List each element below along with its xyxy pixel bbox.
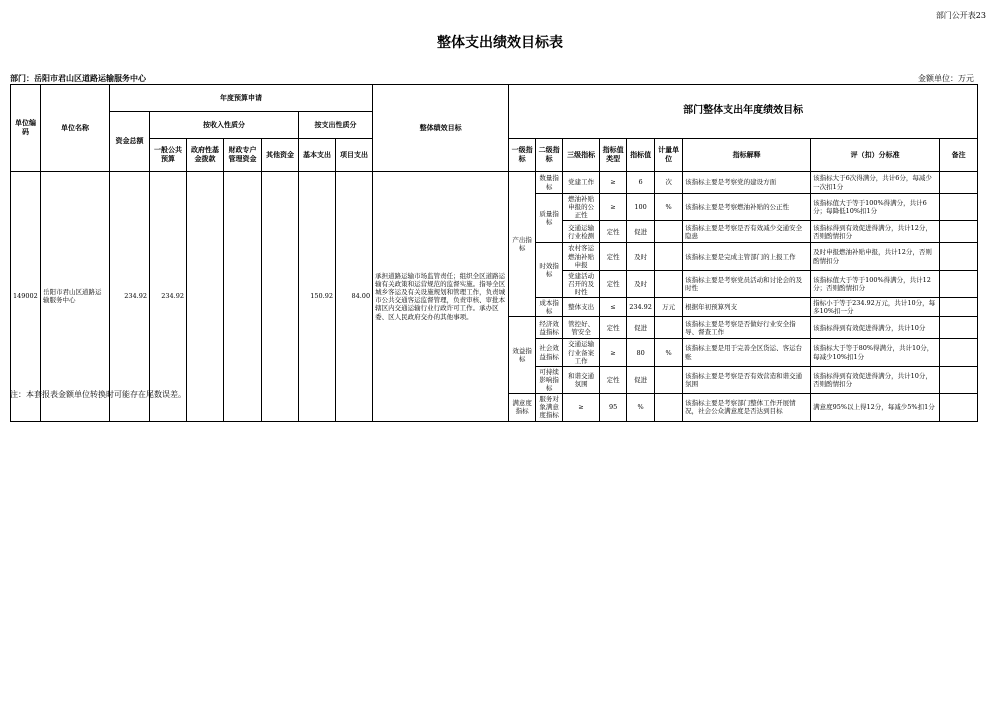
header-level3: 三级指标 — [563, 139, 600, 172]
measure-unit-cell — [655, 394, 683, 421]
value-cell: 6 — [627, 172, 655, 194]
measure-unit-cell — [655, 243, 683, 270]
table-row — [11, 172, 978, 194]
value-cell: 100 — [627, 194, 655, 221]
footnote: 注：本套报表金额单位转换时可能存在尾数误差。 — [10, 390, 186, 399]
remarks-cell — [940, 339, 978, 366]
header-by-expenditure: 按支出性质分 — [299, 112, 373, 139]
value-type-cell: 定性 — [600, 366, 627, 393]
level3-cell: 农村客运燃油补贴申报 — [563, 243, 600, 270]
currency-unit-label: 金额单位：万元 — [918, 74, 974, 83]
measure-unit-cell — [655, 317, 683, 339]
measure-unit-cell: 万元 — [655, 298, 683, 317]
unit-code-cell: 149002 — [11, 172, 41, 422]
header-other-funds: 其他资金 — [262, 139, 299, 172]
value-cell: 促进 — [627, 317, 655, 339]
value-cell: 及时 — [627, 270, 655, 297]
header-basic-expenditure: 基本支出 — [299, 139, 336, 172]
remarks-cell — [940, 394, 978, 421]
project-expenditure-cell: 84.00 — [336, 172, 373, 422]
scoring-cell: 满意度95%以上得12分，每减少5%扣1分 — [811, 394, 940, 421]
scoring-cell: 及时申报燃油补贴申报，共计12分，否则酌情扣分 — [811, 243, 940, 270]
explanation-cell: 该指标主要是用于完善全区货运、客运台账 — [683, 339, 811, 366]
level1-satisfaction: 满意度指标 — [509, 394, 536, 421]
special-fiscal-cell — [224, 172, 262, 422]
level2-sustainable: 可持续影响指标 — [536, 366, 563, 393]
explanation-cell: 该指标主要是考察是否有效减少交通安全隐患 — [683, 221, 811, 243]
overall-goal-text: 承担道路运输市场监管责任；组织全区道路运输有关政策和运营规范的监督实施。指导全区城乡客运及有关设施规划和管理工作，负责城市公共交通客运监督管理，负责审核、审批本辖区内交通运输行业行政许可工作。承办区委、区人民政府交办的其他事项。 — [373, 172, 509, 422]
measure-unit-cell: % — [655, 194, 683, 221]
value-type-cell: 95 — [600, 394, 627, 421]
header-annual-budget: 年度预算申请 — [110, 85, 373, 112]
scoring-cell: 该指标得到有效促进得满分，共计10分，否则酌情扣分 — [811, 366, 940, 393]
value-type-cell: 定性 — [600, 317, 627, 339]
measure-unit-cell — [655, 270, 683, 297]
value-type-cell: ≥ — [600, 194, 627, 221]
explanation-cell: 该指标主要是考察部门整体工作开展情况，社会公众满意度是否达到目标 — [683, 394, 811, 421]
scoring-cell: 该指标得到有效促进得满分，共计10分 — [811, 317, 940, 339]
remarks-cell — [940, 270, 978, 297]
explanation-cell: 该指标主要是考察党员活动和讨论会的及时性 — [683, 270, 811, 297]
measure-unit-cell — [655, 366, 683, 393]
explanation-cell: 该指标主要是考察是否有效营造和谐交通氛围 — [683, 366, 811, 393]
level2-cost: 成本指标 — [536, 298, 563, 317]
explanation-cell: 根据年初预算列支 — [683, 298, 811, 317]
value-cell: 234.92 — [627, 298, 655, 317]
value-type-cell: ≤ — [600, 298, 627, 317]
department-label: 部门：岳阳市君山区道路运输服务中心 — [10, 73, 146, 83]
remarks-cell — [940, 366, 978, 393]
level2-quality: 质量指标 — [536, 194, 563, 243]
level3-cell: 党建工作 — [563, 172, 600, 194]
total-funds-cell: 234.92 — [110, 172, 150, 422]
header-explanation: 指标解释 — [683, 139, 811, 172]
level2-social: 社会效益指标 — [536, 339, 563, 366]
value-type-cell: ≥ — [600, 339, 627, 366]
value-cell: 及时 — [627, 243, 655, 270]
level3-cell: 整体支出 — [563, 298, 600, 317]
header-gov-fund: 政府性基金拨款 — [187, 139, 224, 172]
table-number-label: 部门公开表23 — [935, 11, 986, 20]
value-type-cell: ≥ — [600, 172, 627, 194]
level1-output: 产出指标 — [509, 172, 536, 317]
header-by-income: 按收入性质分 — [150, 112, 299, 139]
measure-unit-cell — [655, 221, 683, 243]
value-type-cell: 定性 — [600, 221, 627, 243]
level3-cell: ≥ — [563, 394, 600, 421]
unit-name-cell: 岳阳市君山区道路运输服务中心 — [41, 172, 110, 422]
other-funds-cell — [262, 172, 299, 422]
header-general-public: 一般公共预算 — [150, 139, 187, 172]
remarks-cell — [940, 194, 978, 221]
remarks-cell — [940, 243, 978, 270]
header-dept-goals: 部门整体支出年度绩效目标 — [509, 85, 978, 139]
scoring-cell: 该指标值大于等于100%得满分，共计6分；每降低10%扣1分 — [811, 194, 940, 221]
value-type-cell: 定性 — [600, 270, 627, 297]
page-title: 整体支出绩效目标表 — [437, 35, 563, 51]
level1-benefit: 效益指标 — [509, 317, 536, 394]
explanation-cell: 该指标主要是考察党的建设方面 — [683, 172, 811, 194]
scoring-cell: 指标小于等于234.92万元，共计10分，每多10%扣一分 — [811, 298, 940, 317]
value-cell: 促进 — [627, 366, 655, 393]
value-cell: 80 — [627, 339, 655, 366]
remarks-cell — [940, 298, 978, 317]
level2-service-satisfaction: 服务对象满意度指标 — [536, 394, 563, 421]
measure-unit-cell: 次 — [655, 172, 683, 194]
remarks-cell — [940, 172, 978, 194]
level2-economic: 经济效益指标 — [536, 317, 563, 339]
header-measure-unit: 计量单位 — [655, 139, 683, 172]
level2-quantity: 数量指标 — [536, 172, 563, 194]
level3-cell: 燃油补贴申报的公正性 — [563, 194, 600, 221]
value-type-cell: 定性 — [600, 243, 627, 270]
header-value-type: 指标值类型 — [600, 139, 627, 172]
scoring-cell: 该指标大于6次得满分，共计6分，每减少一次扣1分 — [811, 172, 940, 194]
level3-cell: 交通运输行业备案工作 — [563, 339, 600, 366]
header-remarks: 备注 — [940, 139, 978, 172]
explanation-cell: 该指标主要是考察是否做好行业安全指导、督查工作 — [683, 317, 811, 339]
header-total-funds: 资金总额 — [110, 112, 150, 172]
level3-cell: 交通运输行业检测 — [563, 221, 600, 243]
header-unit-name: 单位名称 — [41, 85, 110, 172]
scoring-cell: 该指标值大于等于100%得满分，共计12分；否则酌情扣分 — [811, 270, 940, 297]
measure-unit-cell: % — [655, 339, 683, 366]
performance-goals-table — [10, 84, 978, 422]
header-overall-goal: 整体绩效目标 — [373, 85, 509, 172]
value-cell: % — [627, 394, 655, 421]
level3-cell: 党建活动召开的及时性 — [563, 270, 600, 297]
general-public-cell: 234.92 — [150, 172, 187, 422]
gov-fund-cell — [187, 172, 224, 422]
remarks-cell — [940, 317, 978, 339]
level3-cell: 管控好、管安全 — [563, 317, 600, 339]
scoring-cell: 该指标得到有效促进得满分，共计12分，否则酌情扣分 — [811, 221, 940, 243]
level2-timeliness: 时效指标 — [536, 243, 563, 298]
header-value: 指标值 — [627, 139, 655, 172]
header-scoring: 评（扣）分标准 — [811, 139, 940, 172]
explanation-cell: 该指标主要是考察燃油补贴的公正性 — [683, 194, 811, 221]
scoring-cell: 该指标大于等于80%得满分，共计10分，每减少10%扣1分 — [811, 339, 940, 366]
header-project-expenditure: 项目支出 — [336, 139, 373, 172]
header-level2: 二级指标 — [536, 139, 563, 172]
basic-expenditure-cell: 150.92 — [299, 172, 336, 422]
remarks-cell — [940, 221, 978, 243]
header-unit-code: 单位编码 — [11, 85, 41, 172]
header-special-fiscal: 财政专户管理资金 — [224, 139, 262, 172]
level3-cell: 和谐交通氛围 — [563, 366, 600, 393]
value-cell: 促进 — [627, 221, 655, 243]
header-level1: 一级指标 — [509, 139, 536, 172]
explanation-cell: 该指标主要是完成主管部门的上报工作 — [683, 243, 811, 270]
